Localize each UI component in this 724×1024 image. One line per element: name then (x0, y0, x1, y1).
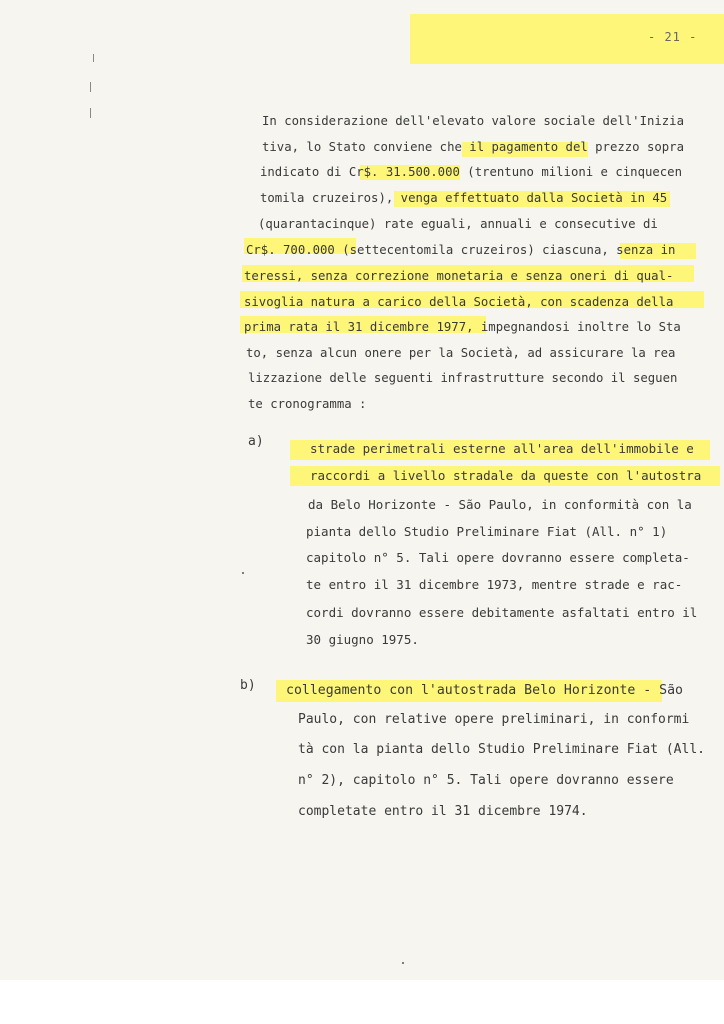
scan-dot (402, 962, 404, 964)
list-marker-b: b) (240, 678, 256, 693)
text-line: completate entro il 31 dicembre 1974. (298, 804, 588, 819)
text-line: pianta dello Studio Preliminare Fiat (All. n° 1) (306, 524, 668, 539)
text-line: strade perimetrali esterne all'area dell'immobile e (310, 441, 694, 456)
text-line: teressi, senza correzione monetaria e senza oneri di qual- (244, 269, 674, 283)
text-line: tà con la pianta dello Studio Preliminare Fiat (All. (298, 742, 705, 757)
text-line: Cr$. 700.000 (settecentomila cruzeiros) ciascuna, senza in (246, 243, 676, 257)
margin-mark (93, 54, 94, 62)
margin-mark (90, 82, 91, 92)
text-line: In considerazione dell'elevato valore sociale dell'Inizia (262, 114, 684, 128)
text-line: tiva, lo Stato conviene che il pagamento del prezzo sopra (262, 140, 684, 154)
text-line: tomila cruzeiros), venga effettuato dalla Società in 45 (260, 191, 668, 205)
text-line: te cronogramma : (248, 397, 367, 411)
scan-dot (242, 572, 244, 574)
text-line: indicato di Cr$. 31.500.000 (trentuno milioni e cinquecen (260, 165, 682, 179)
list-marker-a: a) (248, 434, 264, 449)
text-line: lizzazione delle seguenti infrastrutture secondo il seguen (248, 371, 678, 385)
text-line: to, senza alcun onere per la Società, ad assicurare la rea (246, 346, 676, 360)
text-line: n° 2), capitolo n° 5. Tali opere dovranno essere (298, 773, 674, 788)
text-line: te entro il 31 dicembre 1973, mentre strade e rac- (306, 577, 683, 592)
text-line: raccordi a livello stradale da queste con l'autostra (310, 468, 702, 483)
text-line: Paulo, con relative opere preliminari, in conformi (298, 712, 690, 727)
scan-border (0, 980, 724, 1024)
text-line: sivoglia natura a carico della Società, con scadenza della (244, 295, 674, 309)
text-line: collegamento con l'autostrada Belo Horizonte - São (286, 683, 683, 698)
text-line: capitolo n° 5. Tali opere dovranno essere completa- (306, 550, 690, 565)
text-line: da Belo Horizonte - São Paulo, in conformità con la (308, 497, 692, 512)
text-line: 30 giugno 1975. (306, 632, 419, 647)
margin-mark (90, 108, 91, 118)
text-line: prima rata il 31 dicembre 1977, impegnandosi inoltre lo Sta (244, 320, 681, 334)
text-line: cordi dovranno essere debitamente asfaltati entro il (306, 605, 698, 620)
page-number: - 21 - (648, 30, 698, 44)
text-line: (quarantacinque) rate eguali, annuali e consecutive di (258, 217, 658, 231)
